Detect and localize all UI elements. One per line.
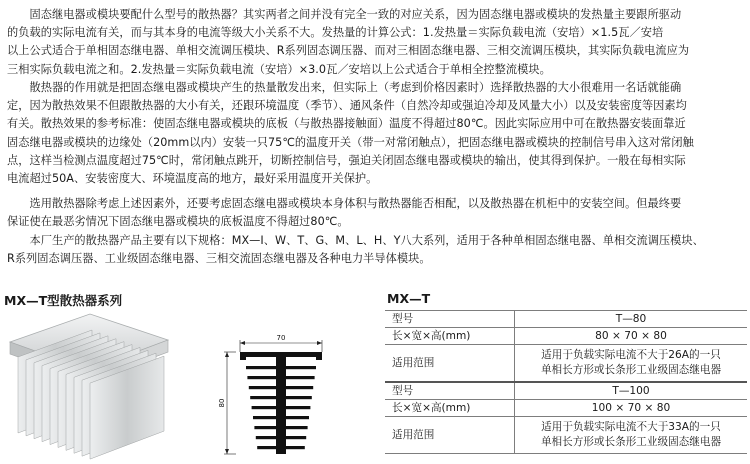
table-row	[385, 417, 747, 454]
profile-fin	[247, 376, 276, 379]
series-title: MX—T型散热器系列	[4, 293, 123, 308]
scope-line: 单相长方形或长条形工业级固态继电器	[540, 364, 722, 376]
scope-value	[515, 417, 748, 454]
text-line: 有关。散热效果的参考标准：使固态继电器或模块的底板（与散热器接触面）温度不得超过80℃。因此实际应用中可在散热器安装面靠近	[7, 117, 686, 131]
scope-label: 适用范围	[385, 345, 515, 383]
profile-fin	[256, 436, 276, 439]
profile-fin	[246, 366, 276, 369]
scope-label: 适用范围	[385, 417, 515, 454]
intro-paragraph-1	[7, 6, 745, 79]
profile-fin	[286, 426, 308, 429]
profile-fin	[286, 376, 315, 379]
table-row	[385, 328, 747, 345]
model-label: 型号	[385, 382, 515, 400]
profile-fin	[286, 386, 313, 389]
heatsink-photo	[2, 310, 172, 460]
profile-fin	[286, 446, 305, 449]
profile-fin	[286, 396, 312, 399]
text-line: 电流超过50A、安装密度大、环境温度高的地方，最好采用温度开关保护。	[7, 172, 378, 186]
size-label: 长×宽×高(mm)	[385, 328, 515, 345]
profile-fin	[249, 386, 276, 389]
profile-fin	[253, 416, 276, 419]
table-title: MX—T	[387, 291, 431, 306]
heatsink-profile-drawing	[218, 330, 338, 458]
table-row	[385, 311, 747, 328]
table-row	[385, 400, 747, 417]
text-line: 固态继电器或模块的边缘处（20mm以内）安装一只75℃的温度开关（带一对常闭触点），把固态继电器或模块的控制信号串入这对常闭触	[7, 135, 694, 149]
intro-paragraph-3	[7, 195, 745, 231]
profile-fin	[250, 396, 276, 399]
width-dimension-label: 70	[276, 334, 286, 342]
scope-line: 适用于负载实际电流不大于33A的一只	[541, 421, 721, 433]
scope-line: 适用于负载实际电流不大于26A的一只	[541, 349, 721, 361]
text-line: 散热器的作用就是把固态继电器或模块产生的热量散发出来，但实际上（考虑到价格因素时）选择散热器的大小很难用一名话就能确	[7, 81, 682, 94]
profile-fin	[286, 406, 310, 409]
text-line: 固态继电器或模块要配什么型号的散热器？其实两者之间并没有完全一致的对应关系，因为固态继电器或模块的发热量主要跟所驱动	[7, 8, 682, 21]
text-line: R系列固态调压器、工业级固态继电器、三相交流固态继电器及各种电力半导体模块。	[7, 252, 431, 266]
intro-paragraph-2	[7, 79, 745, 188]
text-line: 以上公式适合于单相固态继电器、单相交流调压模块、R系列固态调压器、而对三相固态继电器、三相交流调压模块，其实际负载电流应为	[7, 44, 690, 58]
height-dimension-label: 80	[218, 398, 226, 408]
size-value: 80 × 70 × 80	[515, 328, 748, 345]
size-value: 100 × 70 × 80	[515, 400, 748, 417]
text-line: 的负载的实际电流有关，而与其本身的电流等级大小关系不大。发热量的计算公式：1.发热量＝实际负载电流（安培）×1.5瓦／安培	[7, 26, 664, 40]
profile-fin	[254, 426, 276, 429]
text-line: 选用散热器除考虑上述因素外，还要考虑固态继电器或模块本身体积与散热器能否相配，以及散热器在机柜中的安装空间。但最终要	[7, 197, 682, 210]
profile-fin	[286, 436, 306, 439]
scope-value	[515, 345, 748, 383]
model-label: 型号	[385, 311, 515, 328]
profile-fin	[252, 406, 276, 409]
text-line: 定，因为散热效果不但跟散热器的大小有关，还跟环境温度（季节）、通风条件（自然冷却或强迫冷却及风量大小）以及安装密度等因素均	[7, 99, 687, 113]
profile-fin	[257, 446, 276, 449]
text-line: 三相实际负载电流之和。2.发热量＝实际负载电流（安培）×3.0瓦／安培以上公式适合于单相全控整流模块。	[7, 62, 551, 76]
model-value: T—100	[515, 382, 748, 400]
scope-line: 单相长方形或长条形工业级固态继电器	[540, 436, 722, 448]
spec-table	[385, 310, 747, 454]
intro-paragraph-4	[7, 232, 745, 268]
profile-fin	[286, 366, 316, 369]
text-line: 保证使在最恶劣情况下固态继电器或模块的底板温度不得超过80℃。	[7, 215, 349, 229]
table-row	[385, 345, 747, 383]
model-value: T—80	[515, 311, 748, 328]
text-line: 本厂生产的散热器产品主要有以下规格：MX—I、W、T、G、M、L、H、Y八大系列，适用于各种单相固态继电器、单相交流调压模块、	[7, 234, 704, 247]
size-label: 长×宽×高(mm)	[385, 400, 515, 417]
profile-fin	[286, 416, 309, 419]
table-row	[385, 382, 747, 400]
text-line: 点，这样当检测点温度超过75℃时，常闭触点跳开，切断控制信号，强迫关闭固态继电器或模块的输出，使其得到保护。一般在每相实际	[7, 153, 686, 167]
